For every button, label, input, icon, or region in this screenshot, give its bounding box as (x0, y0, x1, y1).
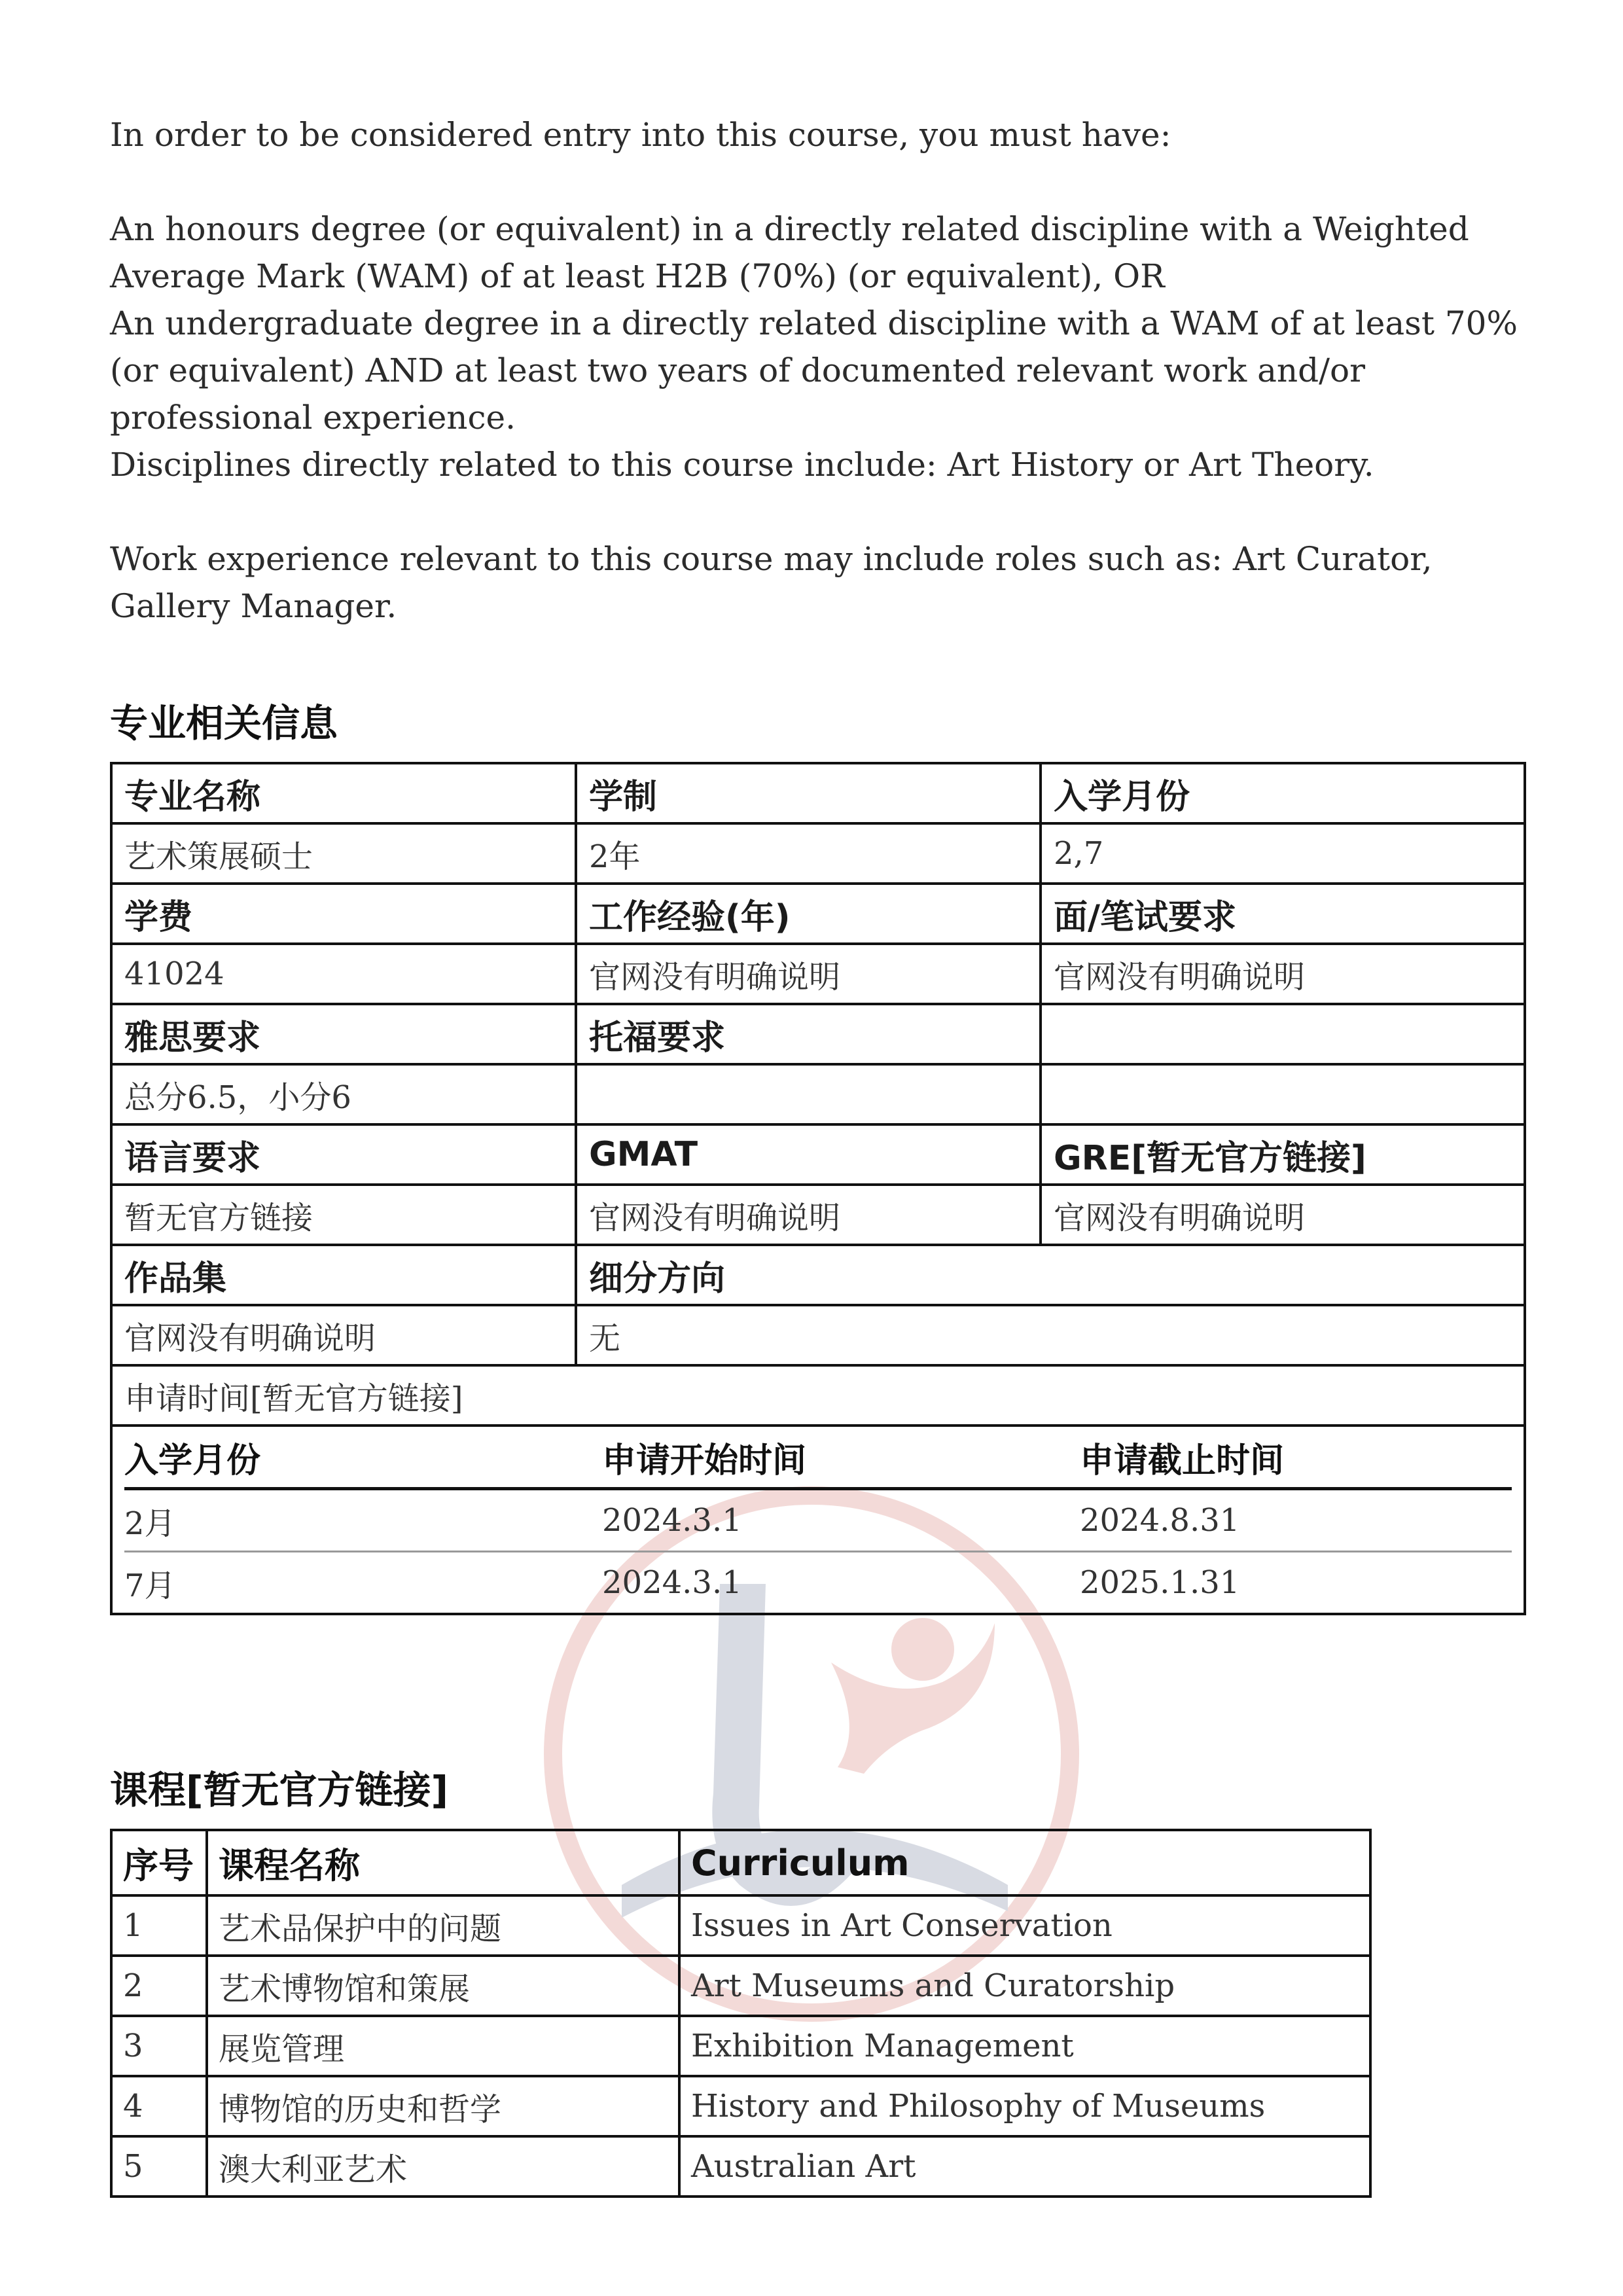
table-row (111, 2016, 1370, 2076)
duration-value: 2年 (576, 823, 1041, 884)
schedule-header-start: 申请开始时间 (602, 1427, 1080, 1489)
language-label: 语言要求 (111, 1124, 576, 1185)
table-row (111, 2076, 1370, 2136)
course-number: 5 (111, 2136, 207, 2197)
course-name-cn: 博物馆的历史和哲学 (207, 2076, 679, 2136)
interview-label: 面/笔试要求 (1041, 884, 1525, 944)
table-row (111, 1956, 1370, 2016)
schedule-start: 2024.3.1 (602, 1564, 742, 1601)
course-name-cn: 艺术博物馆和策展 (207, 1956, 679, 2016)
empty-cell (1041, 1004, 1525, 1064)
ielts-value: 总分6.5，小分6 (111, 1064, 576, 1124)
course-header-number: 序号 (111, 1830, 207, 1895)
portfolio-label: 作品集 (111, 1245, 576, 1305)
course-name-cn: 展览管理 (207, 2016, 679, 2076)
schedule-header-deadline: 申请截止时间 (1080, 1427, 1512, 1489)
interview-value: 官网没有明确说明 (1041, 944, 1525, 1004)
course-header-curriculum: Curriculum (679, 1830, 1370, 1895)
ielts-label: 雅思要求 (111, 1004, 576, 1064)
schedule-deadline: 2024.8.31 (1080, 1489, 1512, 1552)
gmat-label: GMAT (576, 1124, 1041, 1185)
table-row (111, 2136, 1370, 2197)
course-number: 2 (111, 1956, 207, 2016)
empty-cell (1041, 1064, 1525, 1124)
table-row (124, 1552, 1512, 1613)
course-name-en: History and Philosophy of Museums (679, 2076, 1370, 2136)
course-name-cn: 艺术品保护中的问题 (207, 1895, 679, 1956)
portfolio-value: 官网没有明确说明 (111, 1305, 576, 1365)
requirement-honours: An honours degree (or equivalent) in a directly related discipline with a Weighted Average Mark (WAM) of at least H2B (70%) (or equivalent), OR (110, 210, 1469, 295)
work-experience-label: 工作经验(年) (576, 884, 1041, 944)
tuition-label: 学费 (111, 884, 576, 944)
program-info-title: 专业相关信息 (110, 701, 338, 745)
program-info-table (110, 762, 1526, 1615)
application-schedule-cell (111, 1426, 1525, 1614)
related-disciplines: Disciplines directly related to this course include: Art History or Art Theory. (110, 446, 1374, 484)
application-schedule-table (124, 1427, 1512, 1613)
course-name-en: Exhibition Management (679, 2016, 1370, 2076)
work-experience-value: 官网没有明确说明 (576, 944, 1041, 1004)
intake-value: 2,7 (1041, 823, 1525, 884)
duration-label: 学制 (576, 763, 1041, 823)
table-row (111, 1895, 1370, 1956)
schedule-intake: 7月 (124, 1567, 176, 1604)
toefl-label: 托福要求 (576, 1004, 1041, 1064)
tuition-value: 41024 (111, 944, 576, 1004)
course-header-name: 课程名称 (207, 1830, 679, 1895)
courses-title: 课程[暂无官方链接] (110, 1768, 449, 1812)
relevant-work-experience: Work experience relevant to this course may include roles such as: Art Curator, Gallery Manager. (110, 540, 1433, 625)
application-time-label: 申请时间[暂无官方链接] (111, 1365, 1525, 1426)
gre-label: GRE[暂无官方链接] (1041, 1124, 1525, 1185)
gmat-value: 官网没有明确说明 (576, 1185, 1041, 1245)
schedule-header-intake: 入学月份 (124, 1427, 602, 1489)
intro-line: In order to be considered entry into this course, you must have: (110, 116, 1171, 154)
language-value: 暂无官方链接 (111, 1185, 576, 1245)
course-name-en: Australian Art (679, 2136, 1370, 2197)
course-name-cn: 澳大利亚艺术 (207, 2136, 679, 2197)
table-row (124, 1489, 1512, 1552)
course-number: 1 (111, 1895, 207, 1956)
course-name-en: Issues in Art Conservation (679, 1895, 1370, 1956)
admission-requirements-text (110, 111, 1524, 630)
course-number: 4 (111, 2076, 207, 2136)
gre-value: 官网没有明确说明 (1041, 1185, 1525, 1245)
course-name-en: Art Museums and Curatorship (679, 1956, 1370, 2016)
schedule-intake: 2月 (124, 1489, 602, 1552)
specialization-value: 无 (576, 1305, 1525, 1365)
intake-label: 入学月份 (1041, 763, 1525, 823)
schedule-deadline: 2025.1.31 (1080, 1564, 1240, 1601)
program-name-label: 专业名称 (111, 763, 576, 823)
toefl-value (576, 1064, 1041, 1124)
specialization-label: 细分方向 (576, 1245, 1525, 1305)
schedule-start: 2024.3.1 (602, 1489, 1080, 1552)
course-number: 3 (111, 2016, 207, 2076)
requirement-undergraduate: An undergraduate degree in a directly related discipline with a WAM of at least 70% (or equivalent) AND at least two years of documented relevant work and/or professional experience. (110, 304, 1518, 437)
courses-table (110, 1829, 1372, 2198)
program-name-value: 艺术策展硕士 (111, 823, 576, 884)
